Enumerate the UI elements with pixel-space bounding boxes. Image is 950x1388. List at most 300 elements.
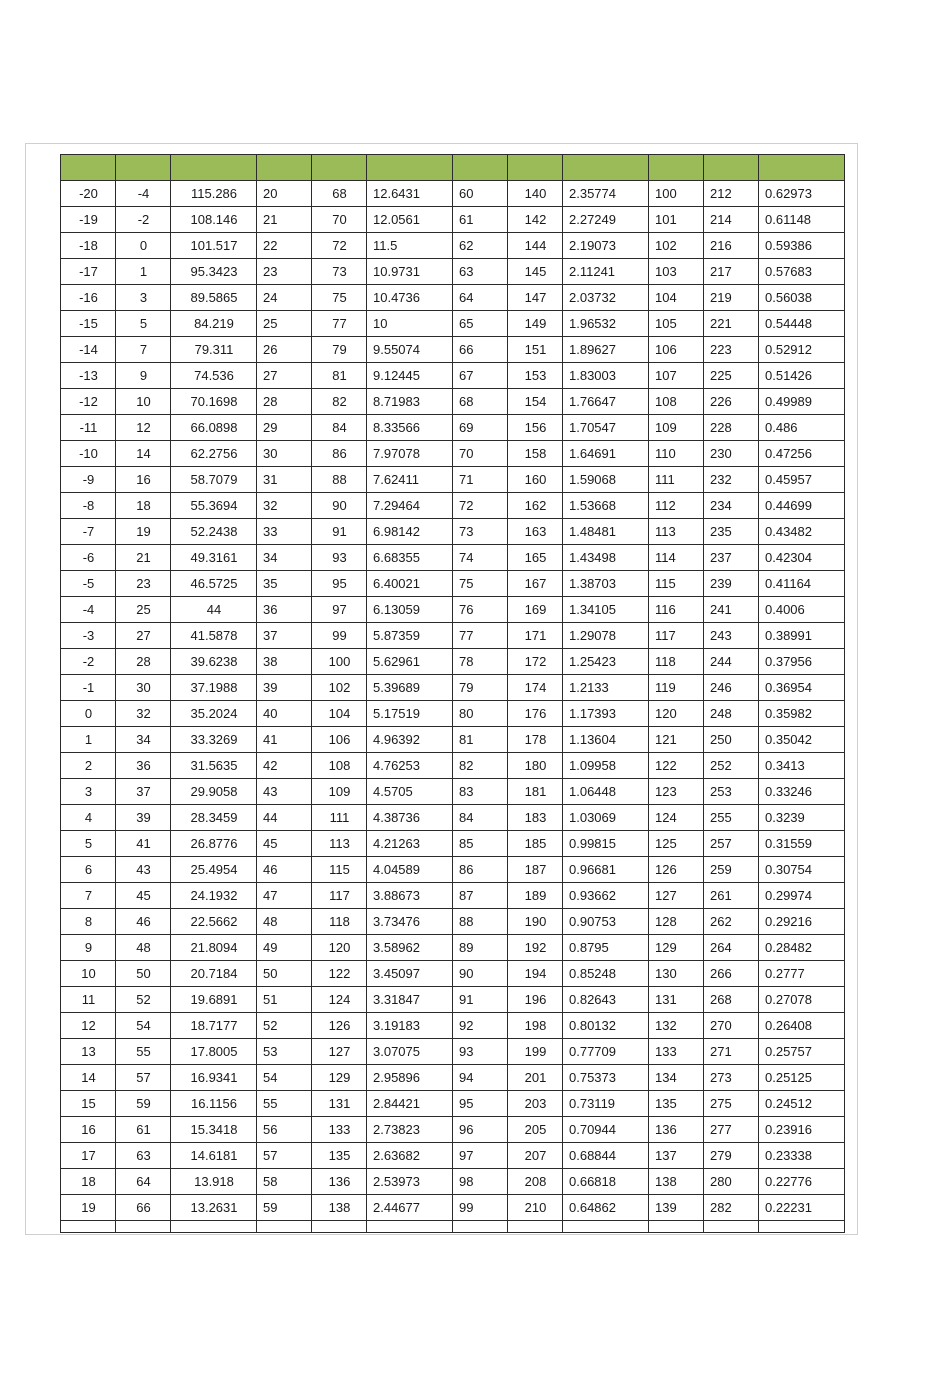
table-cell: 102 [649, 233, 704, 259]
table-cell: 176 [508, 701, 563, 727]
table-cell: 101 [649, 207, 704, 233]
table-cell: 68 [453, 389, 508, 415]
table-row [61, 1143, 845, 1169]
table-cell: 0.57683 [759, 259, 845, 285]
table-cell: 90 [453, 961, 508, 987]
table-cell: 18 [116, 493, 171, 519]
empty-cell [759, 1221, 845, 1233]
table-cell: 7.62411 [367, 467, 453, 493]
table-cell: 62 [453, 233, 508, 259]
header-cell [649, 155, 704, 181]
table-cell: 51 [257, 987, 312, 1013]
table-cell: 19 [116, 519, 171, 545]
table-cell: 14 [61, 1065, 116, 1091]
table-cell: 54 [116, 1013, 171, 1039]
table-cell: 2.63682 [367, 1143, 453, 1169]
table-cell: 185 [508, 831, 563, 857]
table-cell: 0.96681 [563, 857, 649, 883]
empty-cell [563, 1221, 649, 1233]
table-cell: 77 [453, 623, 508, 649]
table-cell: 7 [116, 337, 171, 363]
table-cell: 113 [649, 519, 704, 545]
table-cell: 108 [649, 389, 704, 415]
table-cell: 12.0561 [367, 207, 453, 233]
table-cell: 18 [61, 1169, 116, 1195]
table-cell: 69 [453, 415, 508, 441]
table-cell: -20 [61, 181, 116, 207]
table-cell: 7.29464 [367, 493, 453, 519]
table-cell: 35 [257, 571, 312, 597]
table-cell: 40 [257, 701, 312, 727]
table-cell: 83 [453, 779, 508, 805]
table-cell: 0.64862 [563, 1195, 649, 1221]
table-cell: -17 [61, 259, 116, 285]
table-cell: 9 [61, 935, 116, 961]
table-cell: 1.76647 [563, 389, 649, 415]
table-cell: 0.4006 [759, 597, 845, 623]
table-cell: 8.71983 [367, 389, 453, 415]
table-cell: 264 [704, 935, 759, 961]
table-cell: 97 [312, 597, 367, 623]
table-cell: 76 [453, 597, 508, 623]
table-cell: 1.43498 [563, 545, 649, 571]
table-row [61, 259, 845, 285]
table-cell: 79 [312, 337, 367, 363]
table-cell: 0.85248 [563, 961, 649, 987]
table-cell: 85 [453, 831, 508, 857]
table-cell: 20.7184 [171, 961, 257, 987]
table-cell: 0.22776 [759, 1169, 845, 1195]
table-cell: 22.5662 [171, 909, 257, 935]
table-cell: 66.0898 [171, 415, 257, 441]
table-cell: -2 [61, 649, 116, 675]
table-cell: 136 [312, 1169, 367, 1195]
table-cell: 44 [171, 597, 257, 623]
table-cell: 180 [508, 753, 563, 779]
header-cell [563, 155, 649, 181]
table-cell: 1 [116, 259, 171, 285]
table-cell: 28.3459 [171, 805, 257, 831]
table-cell: 27 [257, 363, 312, 389]
table-cell: 74.536 [171, 363, 257, 389]
table-cell: 221 [704, 311, 759, 337]
table-cell: 136 [649, 1117, 704, 1143]
table-cell: 111 [649, 467, 704, 493]
table-row [61, 1169, 845, 1195]
table-cell: 46.5725 [171, 571, 257, 597]
table-cell: 0.80132 [563, 1013, 649, 1039]
table-cell: 266 [704, 961, 759, 987]
table-cell: 0.24512 [759, 1091, 845, 1117]
table-cell: 1.03069 [563, 805, 649, 831]
table-cell: 99 [312, 623, 367, 649]
table-cell: 24 [257, 285, 312, 311]
table-cell: 228 [704, 415, 759, 441]
table-cell: 0.486 [759, 415, 845, 441]
table-cell: 35.2024 [171, 701, 257, 727]
table-cell: 212 [704, 181, 759, 207]
table-cell: 15.3418 [171, 1117, 257, 1143]
table-cell: 10 [116, 389, 171, 415]
table-cell: 0.52912 [759, 337, 845, 363]
table-cell: 70 [453, 441, 508, 467]
table-cell: 133 [649, 1039, 704, 1065]
table-cell: 82 [312, 389, 367, 415]
table-cell: 124 [649, 805, 704, 831]
table-cell: 279 [704, 1143, 759, 1169]
table-row [61, 597, 845, 623]
table-cell: 0.44699 [759, 493, 845, 519]
table-cell: 198 [508, 1013, 563, 1039]
table-cell: 0.56038 [759, 285, 845, 311]
table-cell: 96 [453, 1117, 508, 1143]
table-cell: 0 [116, 233, 171, 259]
table-cell: 171 [508, 623, 563, 649]
table-cell: 1.13604 [563, 727, 649, 753]
table-cell: 72 [312, 233, 367, 259]
table-cell: 9.55074 [367, 337, 453, 363]
table-cell: 48 [116, 935, 171, 961]
table-cell: 7 [61, 883, 116, 909]
table-cell: 8 [61, 909, 116, 935]
table-cell: -12 [61, 389, 116, 415]
table-cell: -6 [61, 545, 116, 571]
table-cell: 55 [116, 1039, 171, 1065]
table-cell: 101.517 [171, 233, 257, 259]
table-cell: 42 [257, 753, 312, 779]
table-cell: 0.90753 [563, 909, 649, 935]
table-cell: 1.89627 [563, 337, 649, 363]
table-cell: 99 [453, 1195, 508, 1221]
table-row [61, 909, 845, 935]
table-cell: 4.38736 [367, 805, 453, 831]
table-row [61, 415, 845, 441]
table-row [61, 571, 845, 597]
table-cell: 32 [116, 701, 171, 727]
table-cell: 94 [453, 1065, 508, 1091]
table-cell: -5 [61, 571, 116, 597]
table-cell: 91 [312, 519, 367, 545]
table-cell: 2.53973 [367, 1169, 453, 1195]
table-cell: 33.3269 [171, 727, 257, 753]
table-cell: 243 [704, 623, 759, 649]
table-cell: 235 [704, 519, 759, 545]
table-cell: 66 [116, 1195, 171, 1221]
table-cell: 0.35042 [759, 727, 845, 753]
table-cell: 128 [649, 909, 704, 935]
table-cell: -3 [61, 623, 116, 649]
table-cell: 1.53668 [563, 493, 649, 519]
table-cell: 138 [312, 1195, 367, 1221]
table-cell: 50 [257, 961, 312, 987]
table-cell: 102 [312, 675, 367, 701]
table-cell: 0.37956 [759, 649, 845, 675]
table-cell: -2 [116, 207, 171, 233]
table-cell: -11 [61, 415, 116, 441]
table-cell: 41.5878 [171, 623, 257, 649]
table-cell: 13 [61, 1039, 116, 1065]
table-cell: 1.83003 [563, 363, 649, 389]
table-cell: 91 [453, 987, 508, 1013]
table-cell: 1.17393 [563, 701, 649, 727]
header-row [61, 155, 845, 181]
table-cell: 16 [116, 467, 171, 493]
table-cell: 49 [257, 935, 312, 961]
table-cell: 52 [116, 987, 171, 1013]
table-cell: 246 [704, 675, 759, 701]
table-cell: 63 [453, 259, 508, 285]
table-cell: 130 [649, 961, 704, 987]
table-cell: 144 [508, 233, 563, 259]
table-cell: 4.21263 [367, 831, 453, 857]
table-cell: 237 [704, 545, 759, 571]
table-cell: 149 [508, 311, 563, 337]
table-cell: 275 [704, 1091, 759, 1117]
table-cell: 89.5865 [171, 285, 257, 311]
table-cell: 1.48481 [563, 519, 649, 545]
table-row [61, 467, 845, 493]
table-cell: 118 [312, 909, 367, 935]
table-cell: 282 [704, 1195, 759, 1221]
table-cell: 46 [116, 909, 171, 935]
table-cell: 257 [704, 831, 759, 857]
table-cell: 81 [312, 363, 367, 389]
table-cell: 18.7177 [171, 1013, 257, 1039]
table-cell: 37 [257, 623, 312, 649]
table-cell: 125 [649, 831, 704, 857]
table-cell: 84 [453, 805, 508, 831]
table-cell: 115 [649, 571, 704, 597]
table-cell: 13.2631 [171, 1195, 257, 1221]
table-cell: 28 [257, 389, 312, 415]
table-cell: 3.45097 [367, 961, 453, 987]
table-cell: 38 [257, 649, 312, 675]
table-cell: 3.19183 [367, 1013, 453, 1039]
table-cell: 14.6181 [171, 1143, 257, 1169]
table-cell: -19 [61, 207, 116, 233]
table-cell: -9 [61, 467, 116, 493]
table-cell: 194 [508, 961, 563, 987]
table-cell: 45 [257, 831, 312, 857]
table-cell: 21 [257, 207, 312, 233]
header-cell [367, 155, 453, 181]
header-cell [704, 155, 759, 181]
table-cell: 123 [649, 779, 704, 805]
table-cell: 232 [704, 467, 759, 493]
header-cell [61, 155, 116, 181]
table-cell: 0.30754 [759, 857, 845, 883]
table-cell: 25 [257, 311, 312, 337]
table-cell: 2.19073 [563, 233, 649, 259]
table-cell: 0.3413 [759, 753, 845, 779]
table-row [61, 1195, 845, 1221]
table-cell: 0.27078 [759, 987, 845, 1013]
table-cell: 135 [649, 1091, 704, 1117]
table-cell: 98 [453, 1169, 508, 1195]
table-cell: 0.25757 [759, 1039, 845, 1065]
table-cell: 137 [649, 1143, 704, 1169]
table-cell: 5.87359 [367, 623, 453, 649]
table-cell: 127 [312, 1039, 367, 1065]
table-cell: 262 [704, 909, 759, 935]
table-cell: 6.40021 [367, 571, 453, 597]
table-cell: 75 [312, 285, 367, 311]
table-cell: 17 [61, 1143, 116, 1169]
table-cell: 95.3423 [171, 259, 257, 285]
table-cell: 217 [704, 259, 759, 285]
table-cell: 44 [257, 805, 312, 831]
table-cell: 3.58962 [367, 935, 453, 961]
table-cell: 9.12445 [367, 363, 453, 389]
table-cell: 108 [312, 753, 367, 779]
empty-cell [61, 1221, 116, 1233]
table-cell: -13 [61, 363, 116, 389]
table-cell: 61 [453, 207, 508, 233]
table-cell: 32 [257, 493, 312, 519]
table-cell: 21.8094 [171, 935, 257, 961]
table-cell: 74 [453, 545, 508, 571]
table-row [61, 311, 845, 337]
table-cell: 248 [704, 701, 759, 727]
table-cell: 54 [257, 1065, 312, 1091]
table-row [61, 519, 845, 545]
table-cell: 122 [649, 753, 704, 779]
table-cell: 147 [508, 285, 563, 311]
table-cell: 129 [649, 935, 704, 961]
table-cell: 75 [453, 571, 508, 597]
header-cell [453, 155, 508, 181]
table-cell: 239 [704, 571, 759, 597]
table-cell: 268 [704, 987, 759, 1013]
table-cell: 187 [508, 857, 563, 883]
table-cell: 57 [116, 1065, 171, 1091]
table-cell: 131 [649, 987, 704, 1013]
table-cell: 207 [508, 1143, 563, 1169]
table-cell: 9 [116, 363, 171, 389]
table-cell: 0.43482 [759, 519, 845, 545]
table-cell: -8 [61, 493, 116, 519]
table-cell: 225 [704, 363, 759, 389]
table-cell: 6 [61, 857, 116, 883]
table-cell: 0.77709 [563, 1039, 649, 1065]
table-cell: 5 [61, 831, 116, 857]
table-cell: 10 [367, 311, 453, 337]
table-cell: 156 [508, 415, 563, 441]
table-cell: 126 [649, 857, 704, 883]
table-cell: 2.11241 [563, 259, 649, 285]
table-cell: 165 [508, 545, 563, 571]
table-cell: 0.66818 [563, 1169, 649, 1195]
table-cell: 1.29078 [563, 623, 649, 649]
table-cell: 20 [257, 181, 312, 207]
table-cell: 1.2133 [563, 675, 649, 701]
table-cell: 100 [649, 181, 704, 207]
table-cell: 103 [649, 259, 704, 285]
table-cell: 12 [61, 1013, 116, 1039]
table-cell: 219 [704, 285, 759, 311]
table-cell: -15 [61, 311, 116, 337]
table-cell: 2.03732 [563, 285, 649, 311]
table-cell: 0.36954 [759, 675, 845, 701]
table-cell: 0.49989 [759, 389, 845, 415]
table-cell: 277 [704, 1117, 759, 1143]
table-cell: 73 [312, 259, 367, 285]
table-cell: 55 [257, 1091, 312, 1117]
table-cell: 93 [312, 545, 367, 571]
table-cell: 6.13059 [367, 597, 453, 623]
table-cell: 6.98142 [367, 519, 453, 545]
table-cell: 0.41164 [759, 571, 845, 597]
table-cell: 57 [257, 1143, 312, 1169]
empty-cell [116, 1221, 171, 1233]
table-cell: 2.73823 [367, 1117, 453, 1143]
table-cell: 3.07075 [367, 1039, 453, 1065]
table-row [61, 883, 845, 909]
table-cell: 23 [257, 259, 312, 285]
table-cell: 163 [508, 519, 563, 545]
table-cell: 124 [312, 987, 367, 1013]
table-cell: 25 [116, 597, 171, 623]
table-row [61, 181, 845, 207]
table-cell: 140 [508, 181, 563, 207]
table-cell: 112 [649, 493, 704, 519]
table-cell: 126 [312, 1013, 367, 1039]
table-cell: 0.47256 [759, 441, 845, 467]
table-cell: 145 [508, 259, 563, 285]
table-cell: 0.28482 [759, 935, 845, 961]
table-cell: -4 [116, 181, 171, 207]
header-cell [257, 155, 312, 181]
table-cell: 73 [453, 519, 508, 545]
table-cell: 36 [116, 753, 171, 779]
table-cell: 0.23338 [759, 1143, 845, 1169]
table-cell: 79 [453, 675, 508, 701]
table-cell: 67 [453, 363, 508, 389]
table-cell: 108.146 [171, 207, 257, 233]
table-cell: -16 [61, 285, 116, 311]
table-cell: 0.31559 [759, 831, 845, 857]
table-cell: 250 [704, 727, 759, 753]
table-cell: 226 [704, 389, 759, 415]
table-cell: 117 [312, 883, 367, 909]
table-cell: -1 [61, 675, 116, 701]
table-row [61, 1091, 845, 1117]
table-cell: 1.64691 [563, 441, 649, 467]
table-cell: 271 [704, 1039, 759, 1065]
table-cell: 0.70944 [563, 1117, 649, 1143]
table-cell: 110 [649, 441, 704, 467]
table-cell: 139 [649, 1195, 704, 1221]
table-cell: 151 [508, 337, 563, 363]
table-cell: 189 [508, 883, 563, 909]
table-cell: 115 [312, 857, 367, 883]
table-cell: 49.3161 [171, 545, 257, 571]
table-cell: 53 [257, 1039, 312, 1065]
table-cell: 4 [61, 805, 116, 831]
table-cell: 17.8005 [171, 1039, 257, 1065]
table-cell: -14 [61, 337, 116, 363]
table-row [61, 233, 845, 259]
table-cell: 47 [257, 883, 312, 909]
table-cell: 93 [453, 1039, 508, 1065]
table-row [61, 831, 845, 857]
table-cell: 82 [453, 753, 508, 779]
table-cell: -7 [61, 519, 116, 545]
table-cell: 132 [649, 1013, 704, 1039]
table-cell: 3.31847 [367, 987, 453, 1013]
table-cell: 127 [649, 883, 704, 909]
table-cell: 0.8795 [563, 935, 649, 961]
